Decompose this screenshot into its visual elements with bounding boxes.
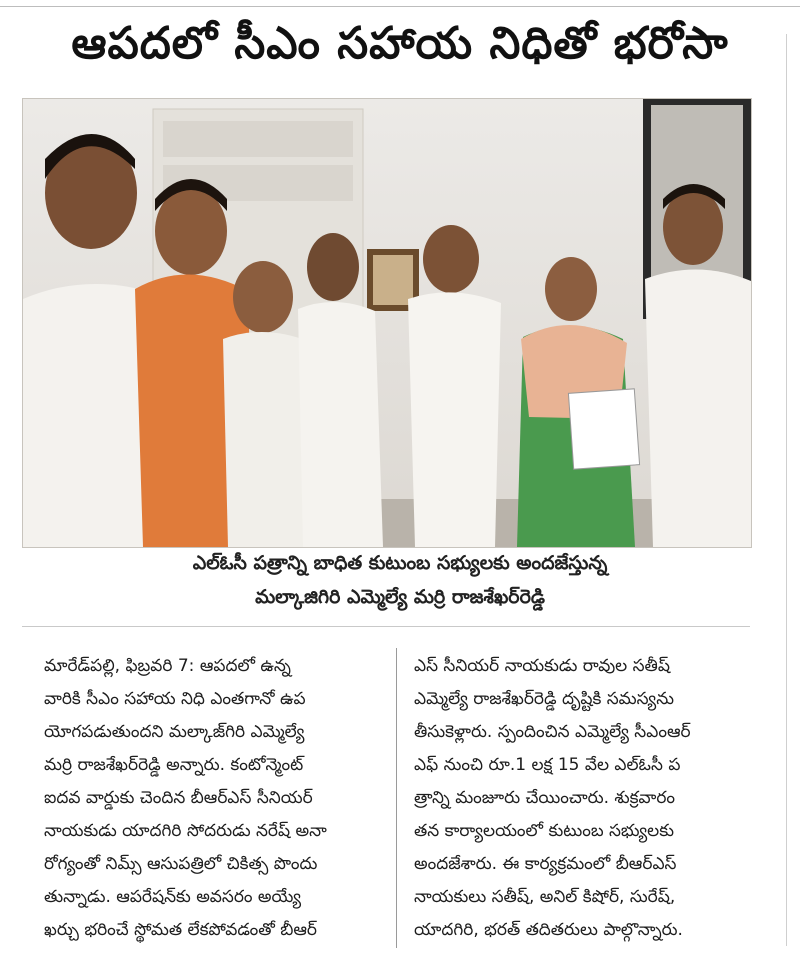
article-line: వారికి సీఎం సహాయ నిధి ఎంతగానో ఉప bbox=[44, 689, 306, 709]
article-line: ఎఫ్ నుంచి రూ.1 లక్ష 15 వేల ఎల్ఓసీ ప bbox=[414, 755, 681, 775]
headline: ఆపదలో సీఎం సహాయ నిధితో భరోసా bbox=[71, 18, 729, 69]
article-line: అందజేశారు. ఈ కార్యక్రమంలో బీఆర్‌ఎస్ bbox=[414, 854, 677, 874]
article-line: నాయకులు సతీష్, అనిల్ కిషోర్, సురేష్, bbox=[414, 887, 676, 907]
article-line: రోగ్యంతో నిమ్స్ ఆసుపత్రిలో చికిత్స పొందు bbox=[44, 854, 318, 874]
article-line: తున్నాడు. ఆపరేషన్‌కు అవసరం అయ్యే bbox=[44, 887, 301, 907]
article-line: మారేడ్‌పల్లి, ఫిబ్రవరి 7: ఆపదలో ఉన్న bbox=[44, 656, 291, 676]
article-line: తీసుకెళ్లారు. స్పందించిన ఎమ్మెల్యే సీఎంఆర్ bbox=[414, 722, 691, 742]
article-line: త్రాన్ని మంజూరు చేయించారు. శుక్రవారం bbox=[414, 788, 676, 808]
column-rule bbox=[396, 648, 397, 948]
news-photo bbox=[22, 98, 752, 548]
page-edge-rule bbox=[786, 34, 787, 946]
article-line: యోగపడుతుందని మల్కాజ్‌గిరి ఎమ్మెల్యే bbox=[44, 722, 305, 742]
top-rule bbox=[0, 0, 800, 7]
photo-caption-line-1: ఎల్ఓసీ పత్రాన్ని బాధిత కుటుంబ సభ్యులకు అందజేస్తున్న bbox=[192, 552, 608, 574]
article-column-right bbox=[414, 650, 756, 947]
article-line: తన కార్యాలయంలో కుటుంబ సభ్యులకు bbox=[414, 821, 674, 841]
article-column-left bbox=[44, 650, 386, 947]
photo-caption-line-2: మల్కాజిగిరి ఎమ్మెల్యే మర్రి రాజశేఖర్‌రెడ్డి bbox=[255, 586, 545, 608]
caption-divider bbox=[22, 626, 750, 627]
article-line: ఎస్ సీనియర్ నాయకుడు రావుల సతీష్ bbox=[414, 656, 670, 676]
article-line: ఐదవ వార్డుకు చెందిన బీఆర్‌ఎస్ సీనియర్ bbox=[44, 788, 313, 808]
article-line: ఖర్చు భరించే స్థోమత లేకపోవడంతో బీఆర్ bbox=[44, 920, 318, 940]
article-line: నాయకుడు యాదగిరి సోదరుడు నరేష్ అనా bbox=[44, 821, 327, 841]
article-line: యాదగిరి, భరత్ తదితరులు పాల్గొన్నారు. bbox=[414, 920, 683, 940]
article-line: ఎమ్మెల్యే రాజశేఖర్‌రెడ్డి దృష్టికి సమస్యను bbox=[414, 689, 675, 709]
article-line: మర్రి రాజశేఖర్‌రెడ్డి అన్నారు. కంటోన్మెంట్ bbox=[44, 755, 304, 775]
